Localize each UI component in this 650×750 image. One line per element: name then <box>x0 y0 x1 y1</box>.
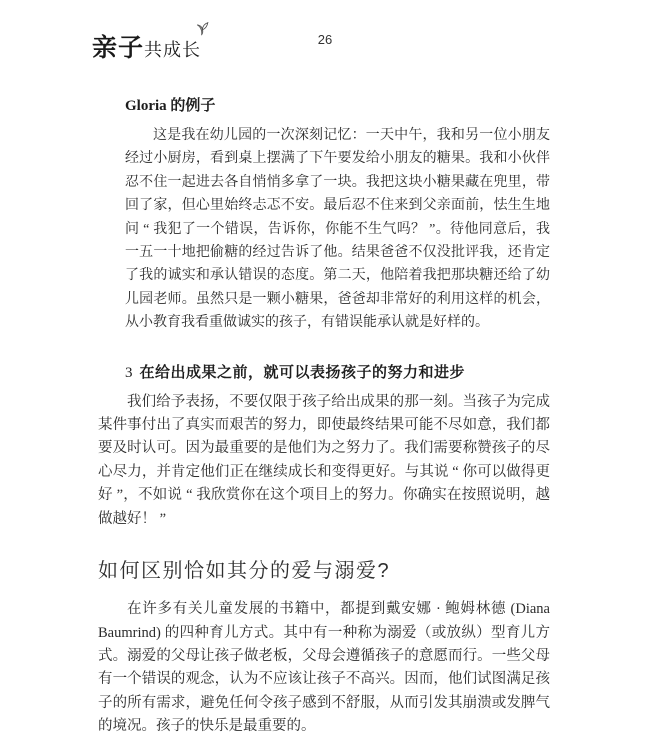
page-number: 26 <box>317 32 333 47</box>
praise-effort-paragraph: 我们给予表扬，不要仅限于孩子给出成果的那一刻。当孩子为完成某件事付出了真实而艰苦的努力，即使最终结果可能不尽如意，我们都要及时认可。因为最重要的是他们为之努力了。我们需要称赞孩子的尽心尽力，并肯定他们正在继续成长和变得更好。与其说 “ 你可以做得更好 ”，不如说 “ 我欣赏你在这个项目上的努力。你确实在按照说明，越做越好！ ” <box>98 393 550 527</box>
subsection-title: 在给出成果之前，就可以表扬孩子的努力和进步 <box>139 363 466 381</box>
subsection-heading-3 <box>125 361 550 382</box>
section-heading-love: 如何区别恰如其分的爱与溺爱? <box>98 560 391 583</box>
example-paragraph: 这是我在幼儿园的一次深刻记忆：一天中午，我和另一位小朋友经过小厨房，看到桌上摆满了下午要发给小朋友的糖果。我和小伙伴忍不住一起进去各自悄悄多拿了一块。我把这块小糖果藏在兜里，带回了家，但心里始终忐忑不安。最后忍不住来到父亲面前，怯生生地问 “ 我犯了一个错误，告诉你，你能不生气吗？ ”。待他同意后，我一五一十地把偷糖的经过告诉了他。结果爸爸不仅没批评我，还肯定了我的诚实和承认错误的态度。第二天，他陪着我把那块糖还给了幼儿园老师。虽然只是一颗小糖果，爸爸却非常好的利用这样的机会，从小教育我看重做诚实的孩子，有错误能承认就是好样的。 <box>125 128 550 331</box>
page-content <box>98 94 550 739</box>
love-vs-spoil-paragraph: 在许多有关儿童发展的书籍中，都提到戴安娜 · 鲍姆林德 (Diana Baumrind) 的四种育儿方式。其中有一种称为溺爱（或放纵）型育儿方式。溺爱的父母让孩子做老板，父母会遵循孩子的意愿而行。一些父母有一个错误的观念，认为不应该让孩子不高兴。因而，他们试图满足孩子的所有需求，避免任何令孩子感到不舒服，从而引发其崩溃或发脾气的境况。孩子的快乐是最重要的。 <box>98 601 550 735</box>
logo-text-primary: 亲子 <box>92 35 145 62</box>
subsection-number: 3 <box>125 364 133 381</box>
example-block <box>125 94 550 335</box>
page-header <box>0 26 650 62</box>
example-title: Gloria 的例子 <box>125 98 216 114</box>
logo-text-secondary: 共成长 <box>144 40 202 60</box>
